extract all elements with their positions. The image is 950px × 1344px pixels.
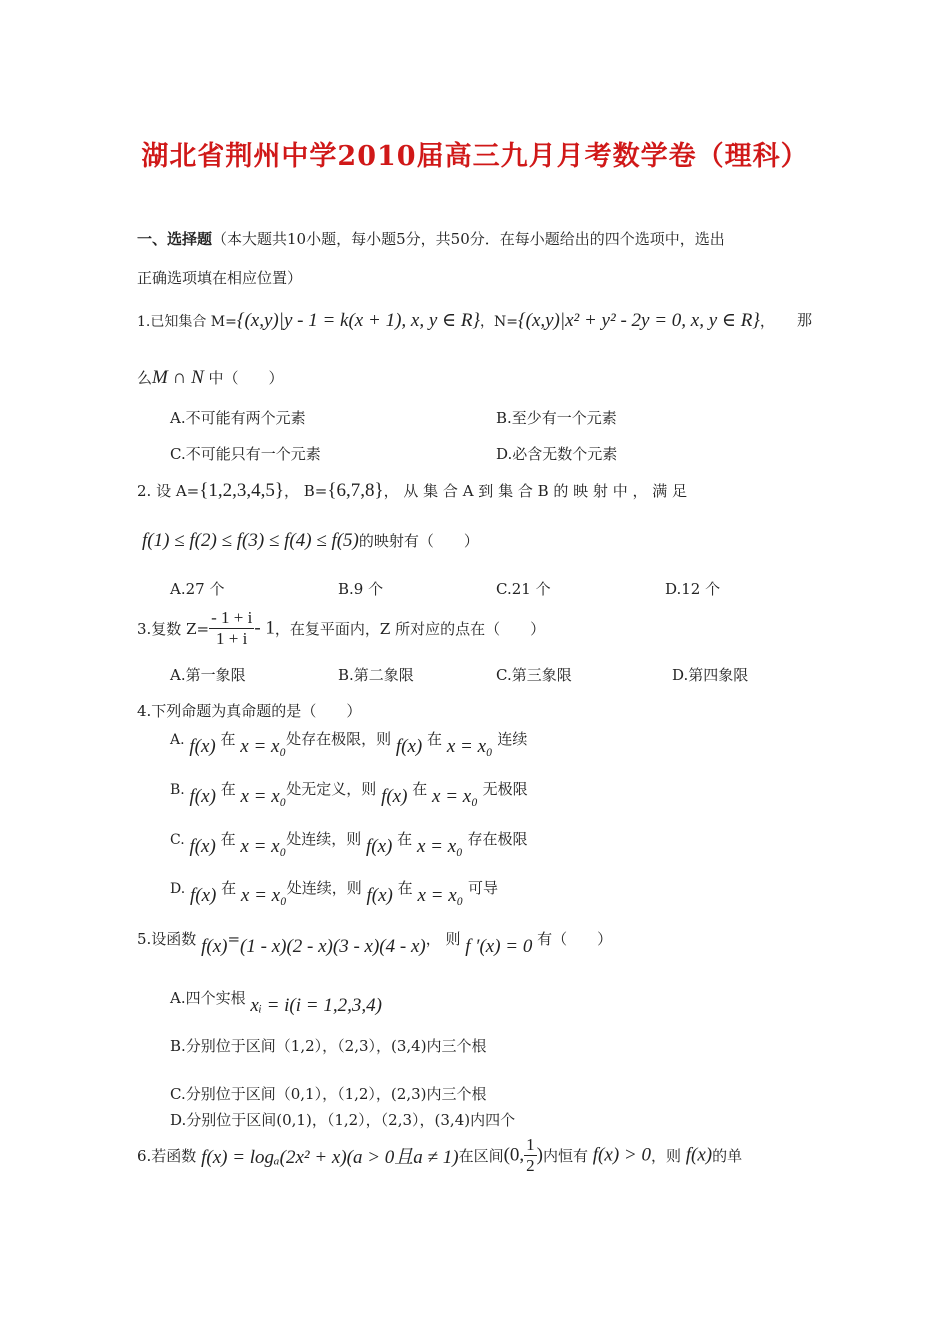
q6-expr: f(x) = logₐ(2x² + x)(a > 0且a ≠ 1) xyxy=(201,1147,459,1168)
q5-tail: 有（ ） xyxy=(537,930,613,948)
q4-a-end: 连续 xyxy=(497,730,528,748)
q6-mid2: 内恒有 xyxy=(542,1147,588,1165)
q6-frac-den: 2 xyxy=(526,1156,535,1175)
q4-b-zai2: 在 xyxy=(412,780,428,798)
q4-a-x0-2: x = x₀ xyxy=(446,736,493,757)
q1-option-b: B.至少有一个元素 xyxy=(496,409,617,427)
q4-d-x0-2: x = x₀ xyxy=(417,885,464,906)
q5-mid: ， 则 xyxy=(425,930,461,948)
page-title: 湖北省荆州中学2010届高三九月月考数学卷（理科） xyxy=(141,141,809,172)
q4-a-zai: 在 xyxy=(220,730,236,748)
q5-prefix: 5.设函数 xyxy=(137,930,197,948)
q4-d-fx2: f(x) xyxy=(366,885,393,906)
q4-d-x0: x = x₀ xyxy=(240,885,287,906)
q3-option-a: A.第一象限 xyxy=(170,666,246,684)
question-2-stem xyxy=(137,480,817,502)
q2-p1: 2. 设 A= xyxy=(137,482,200,500)
q4-c-zai2: 在 xyxy=(397,830,413,848)
q4-b-fx: f(x) xyxy=(189,786,216,807)
q6-end: 的单 xyxy=(712,1147,743,1165)
q1-set-n: {(x,y)|x² + y² - 2y = 0, x, y ∈ R} xyxy=(518,310,760,331)
q4-b-x0-2: x = x₀ xyxy=(432,786,478,807)
q3-option-c: C.第三象限 xyxy=(496,666,572,684)
q4-a-label: A. xyxy=(170,732,185,748)
q4-c-fx: f(x) xyxy=(189,836,216,857)
q1-intersection: M ∩ N xyxy=(152,367,204,388)
q1-set-m: {(x,y)|y - 1 = k(x + 1), x, y ∈ R} xyxy=(236,310,481,331)
question-3-stem xyxy=(137,608,545,649)
q1-option-a: A.不可能有两个元素 xyxy=(170,409,306,427)
q2-set-a: {1,2,3,4,5} xyxy=(199,480,284,501)
q4-b-mid: 处无定义，则 xyxy=(286,780,377,798)
q4-b-x0: x = x₀ xyxy=(240,786,287,807)
q5-expr: (1 - x)(2 - x)(3 - x)(4 - x) xyxy=(240,936,426,957)
q2-tail: 的映射有（ ） xyxy=(358,532,479,550)
q5-option-c: C.分别位于区间（0,1），（1,2），(2,3)内三个根 xyxy=(170,1085,487,1103)
question-1-stem xyxy=(137,309,775,332)
q1-option-d: D.必含无数个元素 xyxy=(496,445,618,463)
q6-fraction xyxy=(524,1135,537,1176)
question-1-line2 xyxy=(137,367,284,389)
q3-numerator: - 1 + i xyxy=(211,608,253,627)
q4-d-end: 可导 xyxy=(468,879,499,897)
q6-prefix: 6.若函数 xyxy=(137,1147,197,1165)
q4-option-b xyxy=(170,778,528,807)
q4-option-a xyxy=(170,728,528,757)
q4-b-label: B. xyxy=(170,782,185,798)
q4-option-d xyxy=(170,877,499,906)
q4-c-end: 存在极限 xyxy=(467,830,528,848)
q3-minus-one: - 1 xyxy=(254,617,275,639)
q5-a-text: A.四个实根 xyxy=(170,989,246,1007)
q3-option-d: D.第四象限 xyxy=(672,666,749,684)
q5-eq: = xyxy=(227,930,241,948)
question-5-stem xyxy=(137,928,613,957)
q3-denominator: 1 + i xyxy=(216,629,248,648)
q1-option-c: C.不可能只有一个元素 xyxy=(170,445,321,463)
q2-option-d: D.12 个 xyxy=(665,580,721,598)
q4-a-zai2: 在 xyxy=(427,730,443,748)
q4-b-end: 无极限 xyxy=(482,780,528,798)
q3-option-b: B.第二象限 xyxy=(338,666,414,684)
question-6-stem xyxy=(137,1135,742,1176)
q4-b-zai: 在 xyxy=(220,780,236,798)
q5-a-math: xᵢ = i(i = 1,2,3,4) xyxy=(250,995,382,1016)
q4-a-x0: x = x₀ xyxy=(240,736,287,757)
q4-d-mid: 处连续，则 xyxy=(286,879,362,897)
q2-set-b: {6,7,8} xyxy=(327,480,384,501)
section-label: 一、选择题 xyxy=(137,230,213,248)
q4-a-fx: f(x) xyxy=(189,736,216,757)
q4-c-x0-2: x = x₀ xyxy=(416,836,463,857)
q6-condition: f(x) > 0 xyxy=(592,1144,651,1166)
section-heading-line xyxy=(137,228,725,249)
q4-c-zai: 在 xyxy=(220,830,236,848)
q2-option-c: C.21 个 xyxy=(496,580,551,598)
q4-b-fx2: f(x) xyxy=(381,786,408,807)
q4-d-zai2: 在 xyxy=(397,879,413,897)
q4-c-label: C. xyxy=(170,832,185,848)
section-description: （本大题共10小题，每小题5分，共50分．在每小题给出的四个选项中，选出 xyxy=(212,230,725,248)
section-description-cont: 正确选项填在相应位置） xyxy=(137,269,303,287)
q1-na: 那 xyxy=(797,311,813,329)
q5-derivative: f ′(x) = 0 xyxy=(465,936,533,957)
q2-option-b: B.9 个 xyxy=(338,580,384,598)
q1-me: 么 xyxy=(137,369,153,387)
q5-option-a xyxy=(170,987,382,1016)
question-4-stem: 4.下列命题为真命题的是（ ） xyxy=(137,702,362,720)
question-2-line2 xyxy=(142,530,479,552)
q2-option-a: A.27 个 xyxy=(170,580,225,598)
q4-option-c xyxy=(170,828,528,857)
q5-option-b: B.分别位于区间（1,2），（2,3），(3,4)内三个根 xyxy=(170,1037,487,1055)
q6-interval-left: (0, xyxy=(503,1144,525,1166)
q3-fraction xyxy=(209,608,254,649)
q4-c-fx2: f(x) xyxy=(366,836,393,857)
q4-d-fx: f(x) xyxy=(189,885,217,906)
q4-d-label: D. xyxy=(170,881,186,897)
q2-condition: f(1) ≤ f(2) ≤ f(3) ≤ f(4) ≤ f(5) xyxy=(142,530,359,551)
q1-sep: ，N= xyxy=(480,314,519,330)
q3-prefix: 3.复数 Z= xyxy=(137,620,210,638)
q4-c-x0: x = x₀ xyxy=(240,836,287,857)
q4-a-fx2: f(x) xyxy=(395,736,423,757)
q2-p2: ， B= xyxy=(284,482,328,500)
q1-prefix: 1.已知集合 M= xyxy=(137,314,237,330)
q5-fx: f(x) xyxy=(201,936,228,957)
q6-tail: ，则 xyxy=(650,1147,681,1165)
q6-interval-right: ) xyxy=(536,1144,543,1166)
q4-a-mid: 处存在极限，则 xyxy=(286,730,392,748)
q2-p3: ， 从 集 合 A 到 集 合 B 的 映 射 中 ， 满 足 xyxy=(383,482,688,500)
q1-tail: ， xyxy=(759,312,775,330)
q3-tail: ，在复平面内，Z 所对应的点在（ ） xyxy=(274,620,546,638)
q1-paren: 中（ ） xyxy=(203,369,284,387)
q6-frac-num: 1 xyxy=(526,1135,535,1154)
q5-option-d: D.分别位于区间(0,1)，（1,2），（2,3），(3,4)内四个 xyxy=(170,1111,516,1129)
q6-fx: f(x) xyxy=(685,1144,713,1166)
q4-c-mid: 处连续，则 xyxy=(286,830,362,848)
q4-d-zai: 在 xyxy=(221,879,237,897)
q6-mid: 在区间 xyxy=(458,1147,504,1165)
